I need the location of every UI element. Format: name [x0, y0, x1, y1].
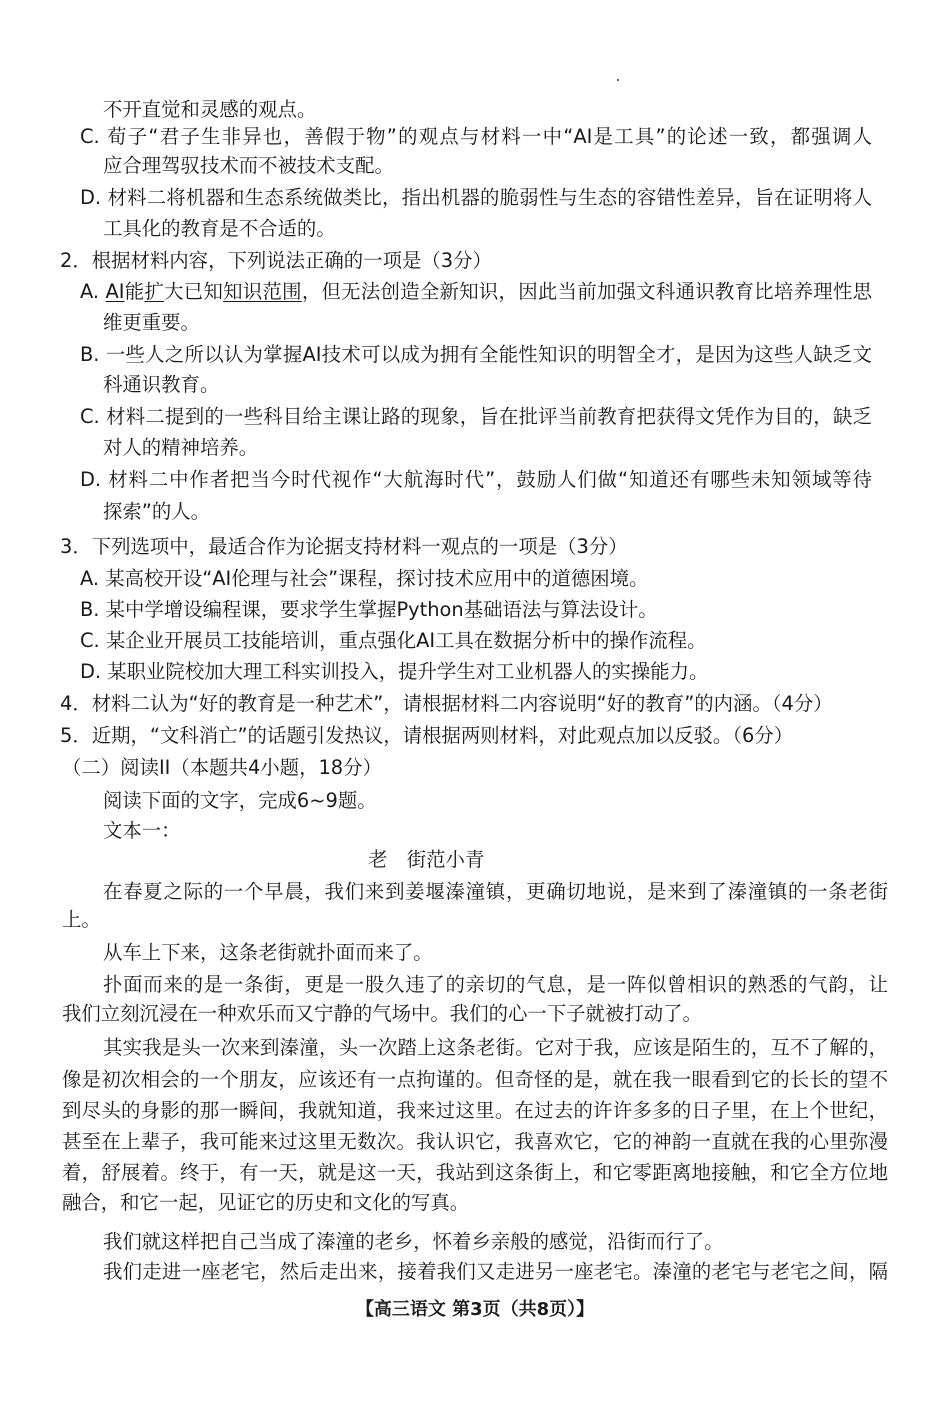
option: A. 某高校开设“AI伦理与社会”课程，探讨技术应用中的道德困境。 — [80, 567, 649, 590]
paragraph-line: 着，舒展着。终于，有一天，就是这一天，我站到这条街上，和它零距离地接触，和它全方位地 — [62, 1161, 888, 1184]
page-mark — [617, 79, 619, 81]
paragraph-line: 我们就这样把自己当成了溱潼的老乡，怀着乡亲般的感觉，沿街而行了。 — [103, 1230, 724, 1253]
instruction: 阅读下面的文字，完成6~9题。 — [103, 789, 377, 812]
option-continuation: 科通识教育。 — [103, 373, 220, 396]
option — [80, 280, 872, 304]
option: D. 某职业院校加大理工科实训投入，提升学生对工业机器人的实操能力。 — [80, 660, 709, 683]
option: C. 荀子“君子生非异也，善假于物”的观点与材料一中“AI是工具”的论述一致，都强调人 — [80, 125, 872, 148]
paragraph-line: 在春夏之际的一个早晨，我们来到姜堰溱潼镇，更确切地说，是来到了溱潼镇的一条老街 — [103, 880, 888, 903]
text-segment: 大已知 — [164, 280, 224, 303]
text-segment: 能 — [124, 280, 145, 303]
paragraph-line: 从车上下来，这条老街就扑面而来了。 — [103, 941, 433, 964]
option-continuation: 维更重要。 — [103, 311, 200, 334]
section-heading: （二）阅读II（本题共4小题，18分） — [62, 756, 382, 779]
underlined-text: 扩 — [144, 280, 165, 303]
underlined-text: AI — [105, 280, 125, 303]
question: 5．近期，“文科消亡”的话题引发热议，请根据两则材料，对此观点加以反驳。（6分） — [60, 724, 794, 747]
option-continuation: 对人的精神培养。 — [103, 436, 259, 459]
question: 2．根据材料内容，下列说法正确的一项是（3分） — [60, 249, 492, 272]
option: C. 某企业开展员工技能培训，重点强化AI工具在数据分析中的操作流程。 — [80, 629, 707, 652]
paragraph-line: 融合，和它一起，见证它的历史和文化的写真。 — [62, 1191, 470, 1214]
paragraph-line: 甚至在上辈子，我可能来过这里无数次。我认识它，我喜欢它，它的神韵一直就在我的心里弥漫 — [62, 1130, 888, 1153]
option: D. 材料二将机器和生态系统做类比，指出机器的脆弱性与生态的容错性差异，旨在证明将人 — [80, 186, 872, 209]
option-continuation: 探索”的人。 — [103, 500, 210, 523]
option: B. 一些人之所以认为掌握AI技术可以成为拥有全能性知识的明智全才，是因为这些人缺乏文 — [80, 343, 872, 366]
text-segment: ，但无法创造全新知识，因此当前加强文科通识教育比培养理性思 — [301, 280, 873, 303]
option: C. 材料二提到的一些科目给主课让路的现象，旨在批评当前教育把获得文凭作为目的，缺乏 — [80, 405, 872, 428]
paragraph-line: 其实我是头一次来到溱潼，头一次踏上这条老街。它对于我，应该是陌生的，互不了解的， — [103, 1036, 888, 1059]
text-segment: A. — [80, 280, 106, 303]
option-continuation: 不开直觉和灵感的观点。 — [103, 98, 317, 121]
page-footer: 【高三语文 第3页（共8页）】 — [355, 1299, 595, 1320]
question: 3．下列选项中，最适合作为论据支持材料一观点的一项是（3分） — [60, 535, 628, 558]
question: 4．材料二认为“好的教育是一种艺术”，请根据材料二内容说明“好的教育”的内涵。（4分） — [60, 692, 833, 715]
paragraph-line: 我们走进一座老宅，然后走出来，接着我们又走进另一座老宅。溱潼的老宅与老宅之间，隔 — [103, 1260, 888, 1283]
option: B. 某中学增设编程课，要求学生掌握Python基础语法与算法设计。 — [80, 598, 658, 621]
text-label: 文本一： — [103, 819, 181, 842]
article-title: 老 街范小青 — [368, 848, 485, 871]
option: D. 材料二中作者把当今时代视作“大航海时代”，鼓励人们做“知道还有哪些未知领域等待 — [80, 468, 872, 491]
paragraph-line: 上。 — [62, 908, 101, 931]
paragraph-line: 扑面而来的是一条街，更是一股久违了的亲切的气息，是一阵似曾相识的熟悉的气韵，让 — [103, 973, 888, 996]
underlined-text: 知识范围 — [223, 280, 302, 303]
paragraph-line: 到尽头的身影的那一瞬间，我就知道，我来过这里。在过去的许许多多的日子里，在上个世纪， — [62, 1099, 888, 1122]
paragraph-line: 像是初次相会的一个朋友，应该还有一点拘谨的。但奇怪的是，就在我一眼看到它的长长的望不 — [62, 1068, 888, 1091]
option-continuation: 应合理驾驭技术而不被技术支配。 — [103, 154, 394, 177]
paragraph-line: 我们立刻沉浸在一种欢乐而又宁静的气场中。我们的心一下子就被打动了。 — [62, 1002, 702, 1025]
option-continuation: 工具化的教育是不合适的。 — [103, 217, 336, 240]
